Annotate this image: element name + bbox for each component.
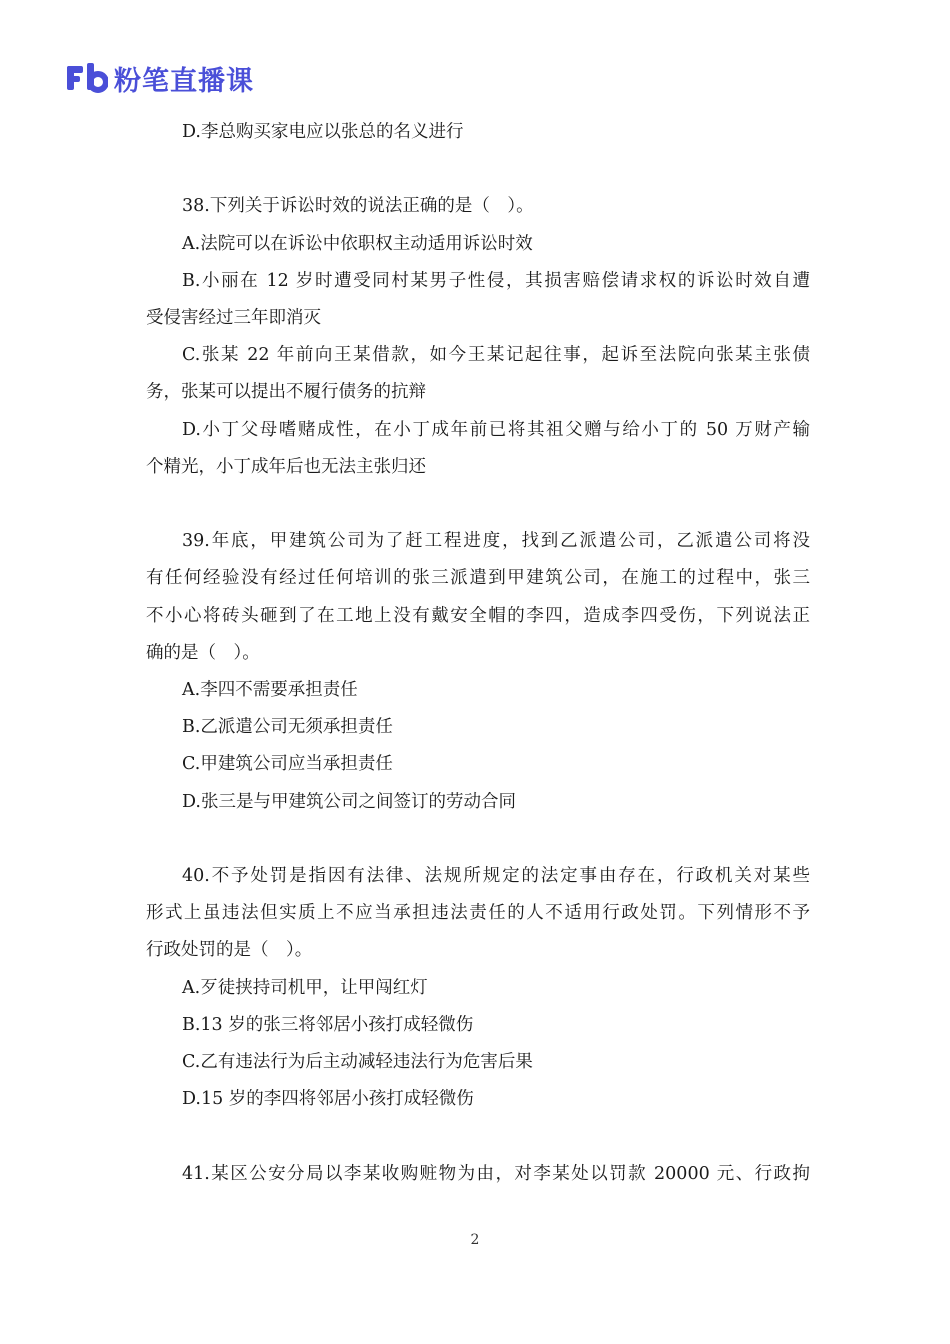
text-line: 个精光，小丁成年后也无法主张归还 (146, 456, 426, 477)
text-line: C.乙有违法行为后主动减轻违法行为危害后果 (182, 1052, 533, 1073)
text-line: C.甲建筑公司应当承担责任 (182, 754, 393, 775)
paragraph-gap (146, 821, 810, 858)
page-number: 2 (470, 1232, 480, 1248)
text-line: C.张某 22 年前向王某借款，如今王某记起往事，起诉至法院向张某主张债 (182, 345, 810, 366)
text-line: 务，张某可以提出不履行债务的抗辩 (146, 382, 426, 403)
text-line: D.15 岁的李四将邻居小孩打成轻微伤 (182, 1089, 474, 1110)
text-line: 有任何经验没有经过任何培训的张三派遣到甲建筑公司，在施工的过程中，张三 (146, 568, 810, 589)
text-line: 41.某区公安分局以李某收购赃物为由，对李某处以罚款 20000 元、行政拘 (182, 1163, 810, 1184)
text-line: 38.下列关于诉讼时效的说法正确的是（ ）。 (182, 196, 534, 217)
paragraph-gap (146, 151, 810, 188)
text-line: A.法院可以在诉讼中依职权主动适用诉讼时效 (182, 233, 533, 254)
text-line: 不小心将砖头砸到了在工地上没有戴安全帽的李四，造成李四受伤，下列说法正 (146, 605, 810, 626)
text-line: 40.不予处罚是指因有法律、法规所规定的法定事由存在，行政机关对某些 (182, 866, 810, 887)
text-line: B.乙派遣公司无须承担责任 (182, 717, 393, 738)
text-line: 行政处罚的是（ ）。 (146, 940, 313, 961)
text-line: 确的是（ ）。 (146, 642, 260, 663)
fb-logo-icon (66, 63, 108, 93)
text-line: A.李四不需要承担责任 (182, 680, 358, 701)
text-line: 39.年底，甲建筑公司为了赶工程进度，找到乙派遣公司，乙派遣公司将没 (182, 531, 810, 552)
text-line: D.小丁父母嗜赌成性，在小丁成年前已将其祖父赠与给小丁的 50 万财产输 (182, 419, 810, 440)
brand-name: 粉笔直播课 (114, 65, 254, 97)
text-line: B.小丽在 12 岁时遭受同村某男子性侵，其损害赔偿请求权的诉讼时效自遭 (182, 270, 810, 291)
text-line: B.13 岁的张三将邻居小孩打成轻微伤 (182, 1014, 474, 1035)
text-line: A.歹徒挟持司机甲，让甲闯红灯 (182, 977, 428, 998)
text-line: D.张三是与甲建筑公司之间签订的劳动合同 (182, 791, 516, 812)
text-line: 受侵害经过三年即消灭 (146, 308, 321, 328)
text-line: D.李总购买家电应以张总的名义进行 (182, 122, 464, 142)
page-header (66, 58, 254, 98)
paragraph-gap (146, 486, 810, 523)
text-line: 形式上虽违法但实质上不应当承担违法责任的人不适用行政处罚。下列情形不予 (146, 903, 810, 924)
paragraph-gap (146, 1118, 810, 1155)
document-body (146, 114, 810, 1193)
